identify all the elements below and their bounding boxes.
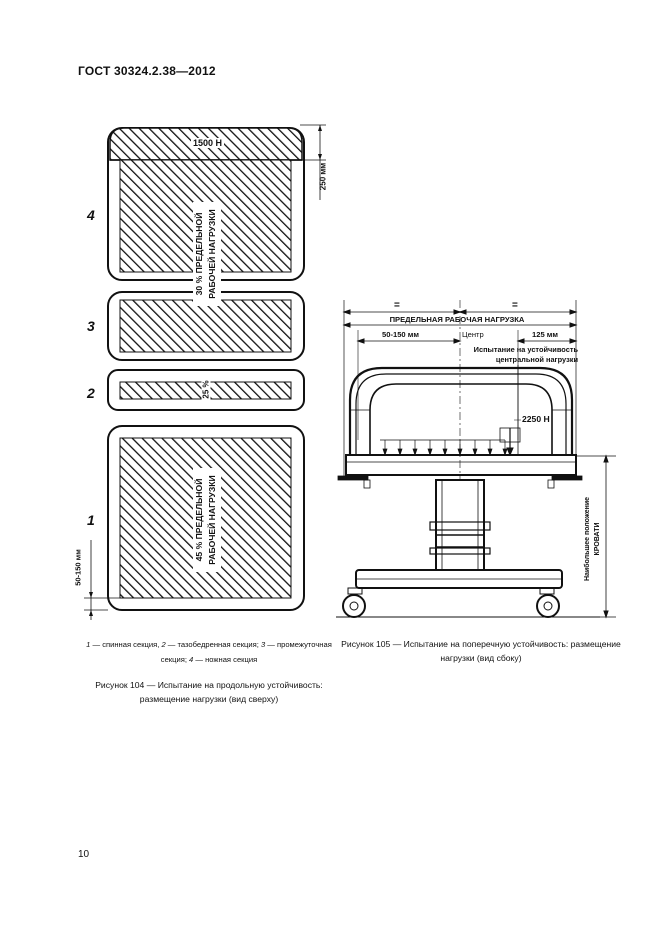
legend-num-2: 2 — [161, 640, 166, 649]
section-1-label-line2: РАБОЧЕЙ НАГРУЗКИ — [207, 475, 217, 565]
figure-105-caption: Рисунок 105 — Испытание на поперечную устойчивость: размещение нагрузки (вид сбоку) — [341, 639, 621, 663]
center-label: Центр — [462, 330, 484, 339]
section-4-label-line1: 30 % ПРЕДЕЛЬНОЙ — [194, 212, 204, 296]
legend-text-4: — ножная секция — [193, 655, 258, 664]
force-2250-label: 2250 Н — [522, 414, 550, 424]
highest-position-line1: Наибольшее положение — [584, 496, 591, 582]
section-num-1: 1 — [87, 512, 95, 528]
legend-num-1: 1 — [86, 640, 91, 649]
equal-right-mark: = — [512, 300, 518, 311]
central-test-label — [460, 345, 578, 365]
central-test-label-line1: Испытание на устойчивость — [473, 345, 578, 354]
equal-left-mark: = — [394, 300, 400, 311]
legend-num-3: 3 — [260, 640, 266, 649]
safe-working-load-label: ПРЕДЕЛЬНАЯ РАБОЧАЯ НАГРУЗКА — [389, 315, 525, 324]
section-num-4: 4 — [87, 207, 95, 223]
section-4-label-line2: РАБОЧЕЙ НАГРУЗКИ — [207, 209, 217, 299]
highest-position-label — [583, 484, 607, 594]
legend-text-3: — промежуточная секция; — [160, 640, 332, 664]
force-1500-label: 1500 Н — [193, 138, 223, 148]
legend-text-2: — тазобедренная секция; — [165, 640, 261, 649]
legend-num-4: 4 — [189, 655, 194, 664]
page-number: 10 — [78, 849, 90, 860]
section-1-label-line1: 45 % ПРЕДЕЛЬНОЙ — [194, 478, 204, 562]
highest-position-line2: КРОВАТИ — [594, 522, 601, 556]
section-2-percentage-label: 25 % — [202, 377, 211, 403]
section-num-3: 3 — [87, 318, 95, 334]
figure-104-legend — [78, 637, 340, 667]
figure-104-caption: Рисунок 104 — Испытание на продольную устойчивость: размещение нагрузки (вид сверху) — [95, 680, 323, 704]
legend-text-1: — спинная секция, — [90, 640, 162, 649]
section-num-2: 2 — [87, 385, 95, 401]
page-header: ГОСТ 30324.2.38—2012 — [78, 64, 216, 78]
dim-50-150-label: 50-150 мм — [73, 549, 83, 586]
dim-250-label: 250 мм — [318, 162, 328, 191]
central-test-label-line2: центральной нагрузки — [495, 355, 578, 364]
dim-50-150-side-label: 50-150 мм — [382, 330, 419, 339]
dim-125-label: 125 мм — [532, 330, 559, 339]
